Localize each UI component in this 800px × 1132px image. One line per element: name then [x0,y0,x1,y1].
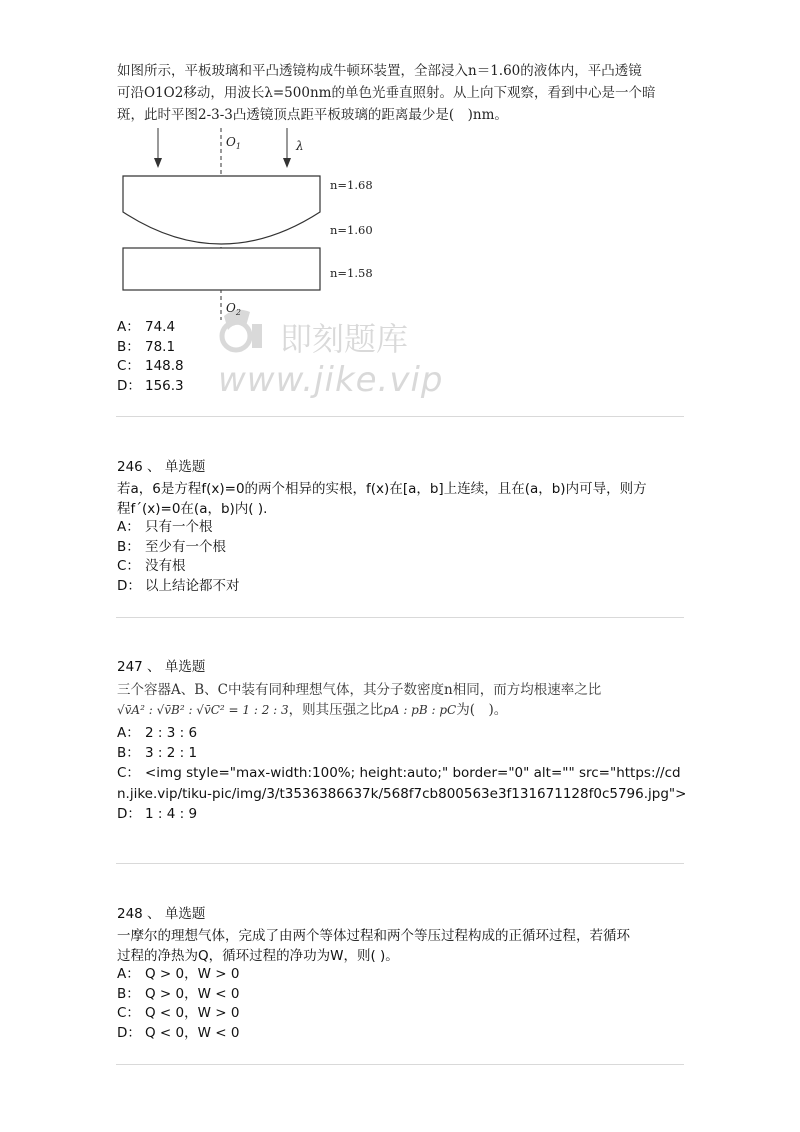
label-n-lens: n=1.68 [330,178,373,192]
rms-speed-ratio: √v̄A² : √v̄B² : √v̄C² = 1 : 2 : 3 [117,703,289,717]
option-b[interactable]: B： 78.1 [117,338,176,355]
option-a[interactable]: A： Q > 0，W > 0 [117,966,240,982]
plano-convex-lens [123,176,320,244]
option-a[interactable]: A： 74.4 [117,319,176,335]
label-o1: $O_1$ [226,135,241,151]
option-a[interactable]: A： 只有一个根 [117,519,213,535]
divider [116,1064,684,1065]
option-c[interactable]: C： 没有根 [117,558,186,574]
question-246-stem: 若a，6是方程f(x)=0的两个相异的实根，f(x)在[a，b]上连续，且在(a，b)内可导，则方 程f´(x)=0在(a，b)内( ). [117,481,647,517]
label-n-plate: n=1.58 [330,266,373,280]
watermark-url: www.jike.vip [218,360,444,400]
incident-arrow-right [283,128,291,168]
question-248-options [117,965,239,1043]
option-d[interactable]: D： 156.3 [117,377,184,394]
option-c[interactable]: C： <img style="max-width:100%; height:auto;" border="0" alt="" src="https://cdn.jike.vip/tiku-pic/img/3/t3536386637k/568f7cb800563e3f131671128f0c5796.jpg"> [117,765,687,802]
question-247-header: 247 、 单选题 [117,659,206,675]
label-n-liquid: n=1.60 [330,223,373,237]
label-lambda: λ [296,139,304,153]
flat-glass-plate [123,248,320,290]
question-247-stem: 三个容器A、B、C中装有同种理想气体，其分子数密度n相同，而方均根速率之比 √v̄A² : √v̄B² : √v̄C² = 1 : 2 : 3，则其压强之比pA : pB : pC为( )。 [117,682,602,718]
newton-rings-figure [110,128,400,320]
option-b[interactable]: B： Q > 0，W < 0 [117,985,240,1002]
option-a[interactable]: A： 2 : 3 : 6 [117,725,198,741]
question-248-stem: 一摩尔的理想气体，完成了由两个等体过程和两个等压过程构成的正循环过程，若循环 过程的净热为Q，循环过程的净功为W，则( )。 [117,928,630,964]
question-245-line-1: 如图所示，平板玻璃和平凸透镜构成牛顿环装置，全部浸入n＝1.60的液体内，平凸透镜 [117,63,642,79]
option-d[interactable]: D： Q < 0，W < 0 [117,1024,240,1041]
question-245-line-2: 可沿O1O2移动，用波长λ=500nm的单色光垂直照射。从上向下观察，看到中心是一个暗 [117,85,656,101]
divider [116,416,684,417]
label-o2: $O_2$ [226,301,241,317]
option-d[interactable]: D： 1 : 4 : 9 [117,806,198,822]
question-246-options [117,518,240,596]
watermark-text: 即刻题库 [280,320,409,358]
option-c[interactable]: C： 148.8 [117,358,184,374]
question-245-options [117,318,184,396]
option-b[interactable]: B： 至少有一个根 [117,538,226,555]
question-245-line-3: 斑，此时平图2-3-3凸透镜顶点距平板玻璃的距离最少是( )nm。 [117,107,508,123]
option-b[interactable]: B： 3 : 2 : 1 [117,744,198,761]
question-245-stem [117,60,697,126]
option-d[interactable]: D： 以上结论都不对 [117,577,240,594]
option-c[interactable]: C： Q < 0，W > 0 [117,1005,240,1021]
pressure-ratio: pA : pB : pC [383,703,457,717]
divider [116,863,684,864]
question-247-options [117,724,687,825]
question-246-header: 246 、 单选题 [117,459,206,475]
incident-arrow-left [154,128,162,168]
divider [116,617,684,618]
question-248-header: 248 、 单选题 [117,906,206,922]
